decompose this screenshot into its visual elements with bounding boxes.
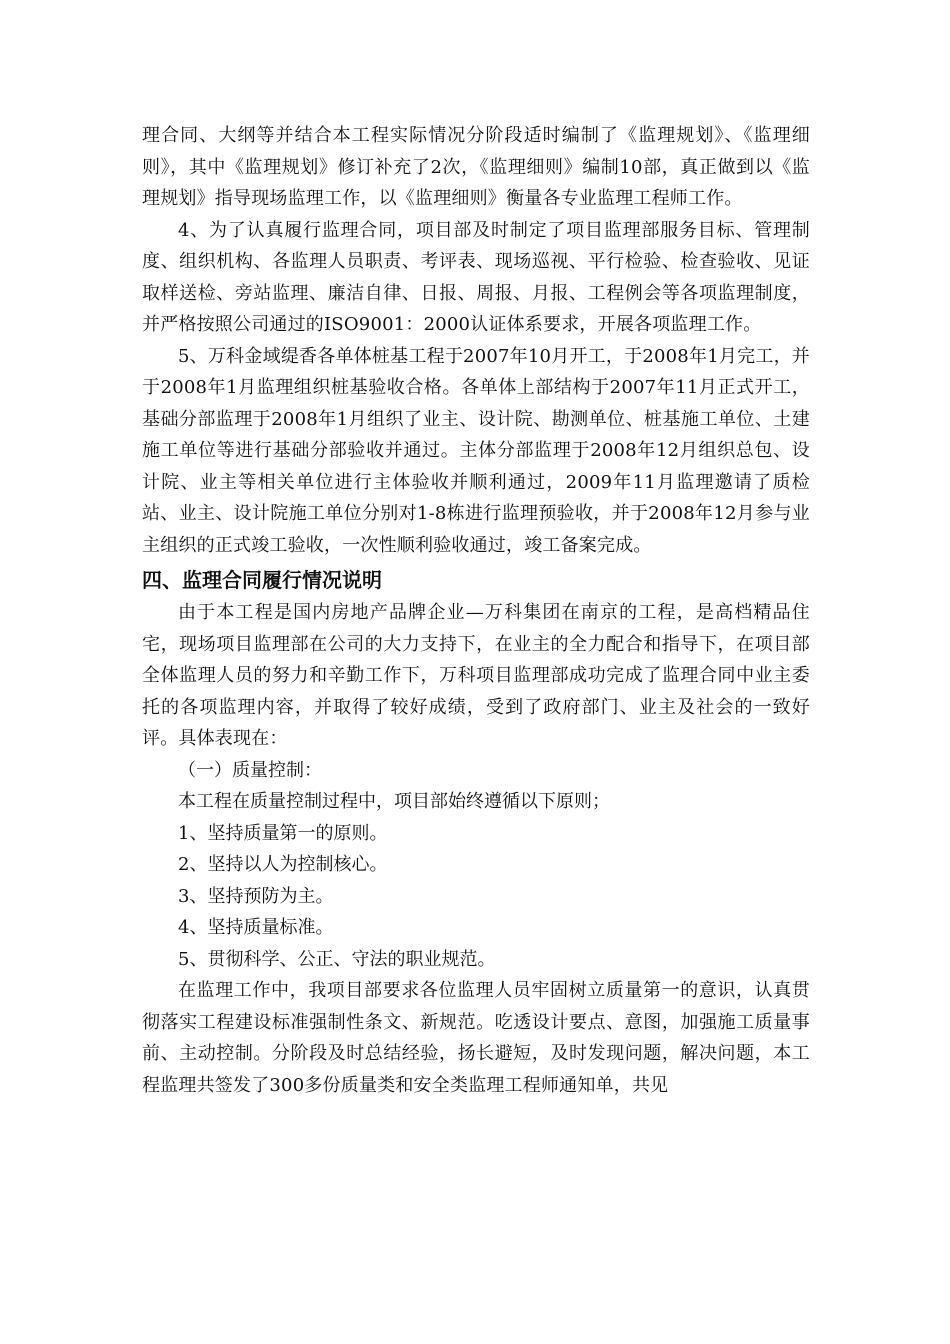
- principle-item: 2、坚持以人为控制核心。: [178, 854, 388, 875]
- principle-item: 3、坚持预防为主。: [178, 885, 334, 907]
- principle-item: 1、坚持质量第一的原则。: [178, 822, 388, 844]
- closing-paragraph: 在监理工作中，我项目部要求各位监理人员牢固树立质量第一的意识，认真贯彻落实工程建设标准强制性条文、新规范。吃透设计要点、意图，加强施工质量事前、主动控制。分阶段及时总结经验，扬长避短，及时发现问题，解决问题，本工程监理共签发了300多份质量类和安全类监理工程师通知单，共见: [142, 980, 810, 1096]
- subheading-quality-control: （一）质量控制：: [178, 759, 322, 781]
- paragraph-continued: 理合同、大纲等并结合本工程实际情况分阶段适时编制了《监理规划》、《监理细则》，其中《监理规划》修订补充了2次，《监理细则》编制10部，真正做到以《监理规划》指导现场监理工作，以《监理细则》衡量各专业监理工程师工作。: [142, 125, 810, 209]
- section-intro-paragraph: 由于本工程是国内房地产品牌企业—万科集团在南京的工程，是高档精品住宅，现场项目监理部在公司的大力支持下，在业主的全力配合和指导下，在项目部全体监理人员的努力和辛勤工作下，万科项目监理部成功完成了监理合同中业主委托的各项监理内容，并取得了较好成绩，受到了政府部门、业主及社会的一致好评。具体表现在：: [142, 602, 810, 749]
- principles-intro: 本工程在质量控制过程中，项目部始终遵循以下原则；: [178, 791, 610, 812]
- paragraph-item-5: 5、万科金域缇香各单体桩基工程于2007年10月开工，于2008年1月完工，并于2008年1月监理组织桩基验收合格。各单体上部结构于2007年11月正式开工，基础分部监理于2008年1月组织了业主、设计院、勘测单位、桩基施工单位、土建施工单位等进行基础分部验收并通过。主体分部监理于2008年12月组织总包、设计院、业主等相关单位进行主体验收并顺利通过，2009年11月监理邀请了质检站、业主、设计院施工单位分别对1-8栋进行监理预验收，并于2008年12月参与业主组织的正式竣工验收，一次性顺利验收通过，竣工备案完成。: [142, 345, 810, 556]
- principle-item: 5、贯彻科学、公正、守法的职业规范。: [178, 948, 496, 970]
- document-page: [142, 120, 810, 1101]
- paragraph-item-4: 4、为了认真履行监理合同，项目部及时制定了项目监理部服务目标、管理制度、组织机构、各监理人员职责、考评表、现场巡视、平行检验、检查验收、见证取样送检、旁站监理、廉洁自律、日报、周报、月报、工程例会等各项监理制度，并严格按照公司通过的ISO9001：2000认证体系要求，开展各项监理工作。: [142, 219, 810, 335]
- section-heading: 四、监理合同履行情况说明: [142, 568, 382, 592]
- principle-item: 4、坚持质量标准。: [178, 917, 334, 938]
